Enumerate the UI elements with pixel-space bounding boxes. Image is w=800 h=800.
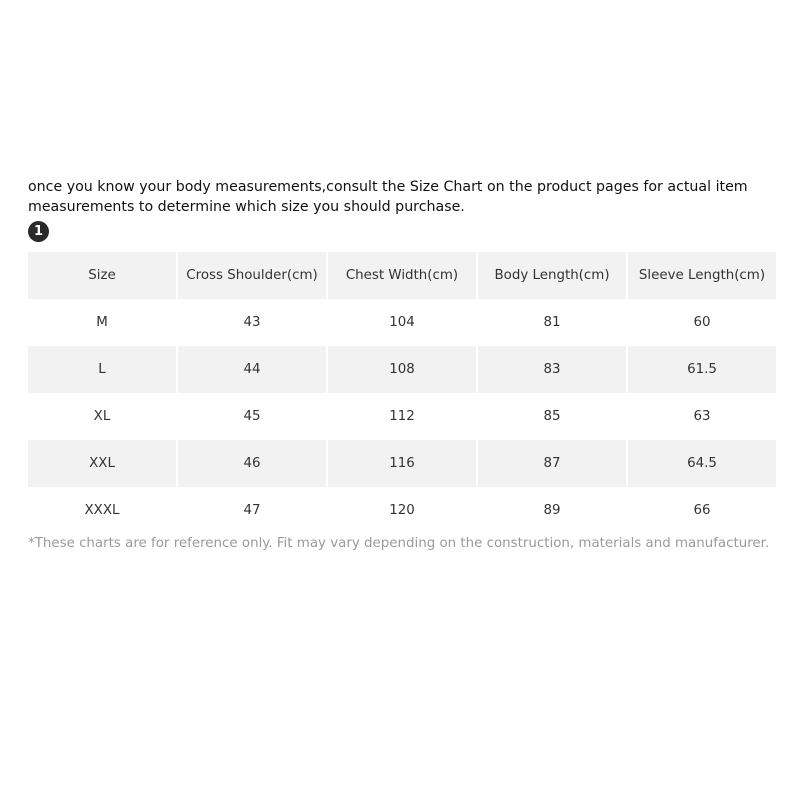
table-row [28, 346, 776, 393]
cell-chest-width: 108 [328, 346, 476, 393]
number-badge: 1 [28, 221, 49, 242]
table-header-row [28, 252, 776, 299]
cell-cross-shoulder: 43 [243, 315, 261, 330]
cell-size: XXXL [84, 503, 120, 518]
cell-sleeve-length: 60 [693, 315, 711, 330]
cell-body-length: 81 [543, 315, 561, 330]
table-row [28, 440, 776, 487]
size-chart-table [26, 252, 778, 534]
cell-body-length: 85 [543, 409, 561, 424]
cell-chest-width: 120 [389, 503, 415, 518]
header-body-length: Body Length(cm) [478, 252, 626, 299]
disclaimer-note: *These charts are for reference only. Fit may vary depending on the construction, materials and manufacturer. [28, 536, 770, 551]
table-row [28, 393, 776, 440]
table-row [28, 487, 776, 534]
cell-size: XXL [28, 440, 176, 487]
intro-text: once you know your body measurements,consult the Size Chart on the product pages for actual item measurements to determine which size you should purchase. [28, 179, 748, 215]
cell-cross-shoulder: 45 [243, 409, 261, 424]
cell-chest-width: 112 [389, 409, 415, 424]
cell-sleeve-length: 61.5 [628, 346, 776, 393]
header-size: Size [28, 252, 176, 299]
cell-body-length: 83 [478, 346, 626, 393]
cell-body-length: 87 [478, 440, 626, 487]
cell-sleeve-length: 66 [693, 503, 711, 518]
header-chest-width: Chest Width(cm) [328, 252, 476, 299]
table-row [28, 299, 776, 346]
cell-body-length: 89 [543, 503, 561, 518]
cell-sleeve-length: 63 [693, 409, 711, 424]
cell-chest-width: 116 [328, 440, 476, 487]
cell-sleeve-length: 64.5 [628, 440, 776, 487]
cell-cross-shoulder: 44 [178, 346, 326, 393]
header-cross-shoulder: Cross Shoulder(cm) [178, 252, 326, 299]
header-sleeve-length: Sleeve Length(cm) [628, 252, 776, 299]
cell-cross-shoulder: 46 [178, 440, 326, 487]
cell-cross-shoulder: 47 [243, 503, 261, 518]
cell-size: XL [93, 409, 111, 424]
cell-chest-width: 104 [389, 315, 415, 330]
cell-size: M [96, 315, 108, 330]
cell-size: L [28, 346, 176, 393]
